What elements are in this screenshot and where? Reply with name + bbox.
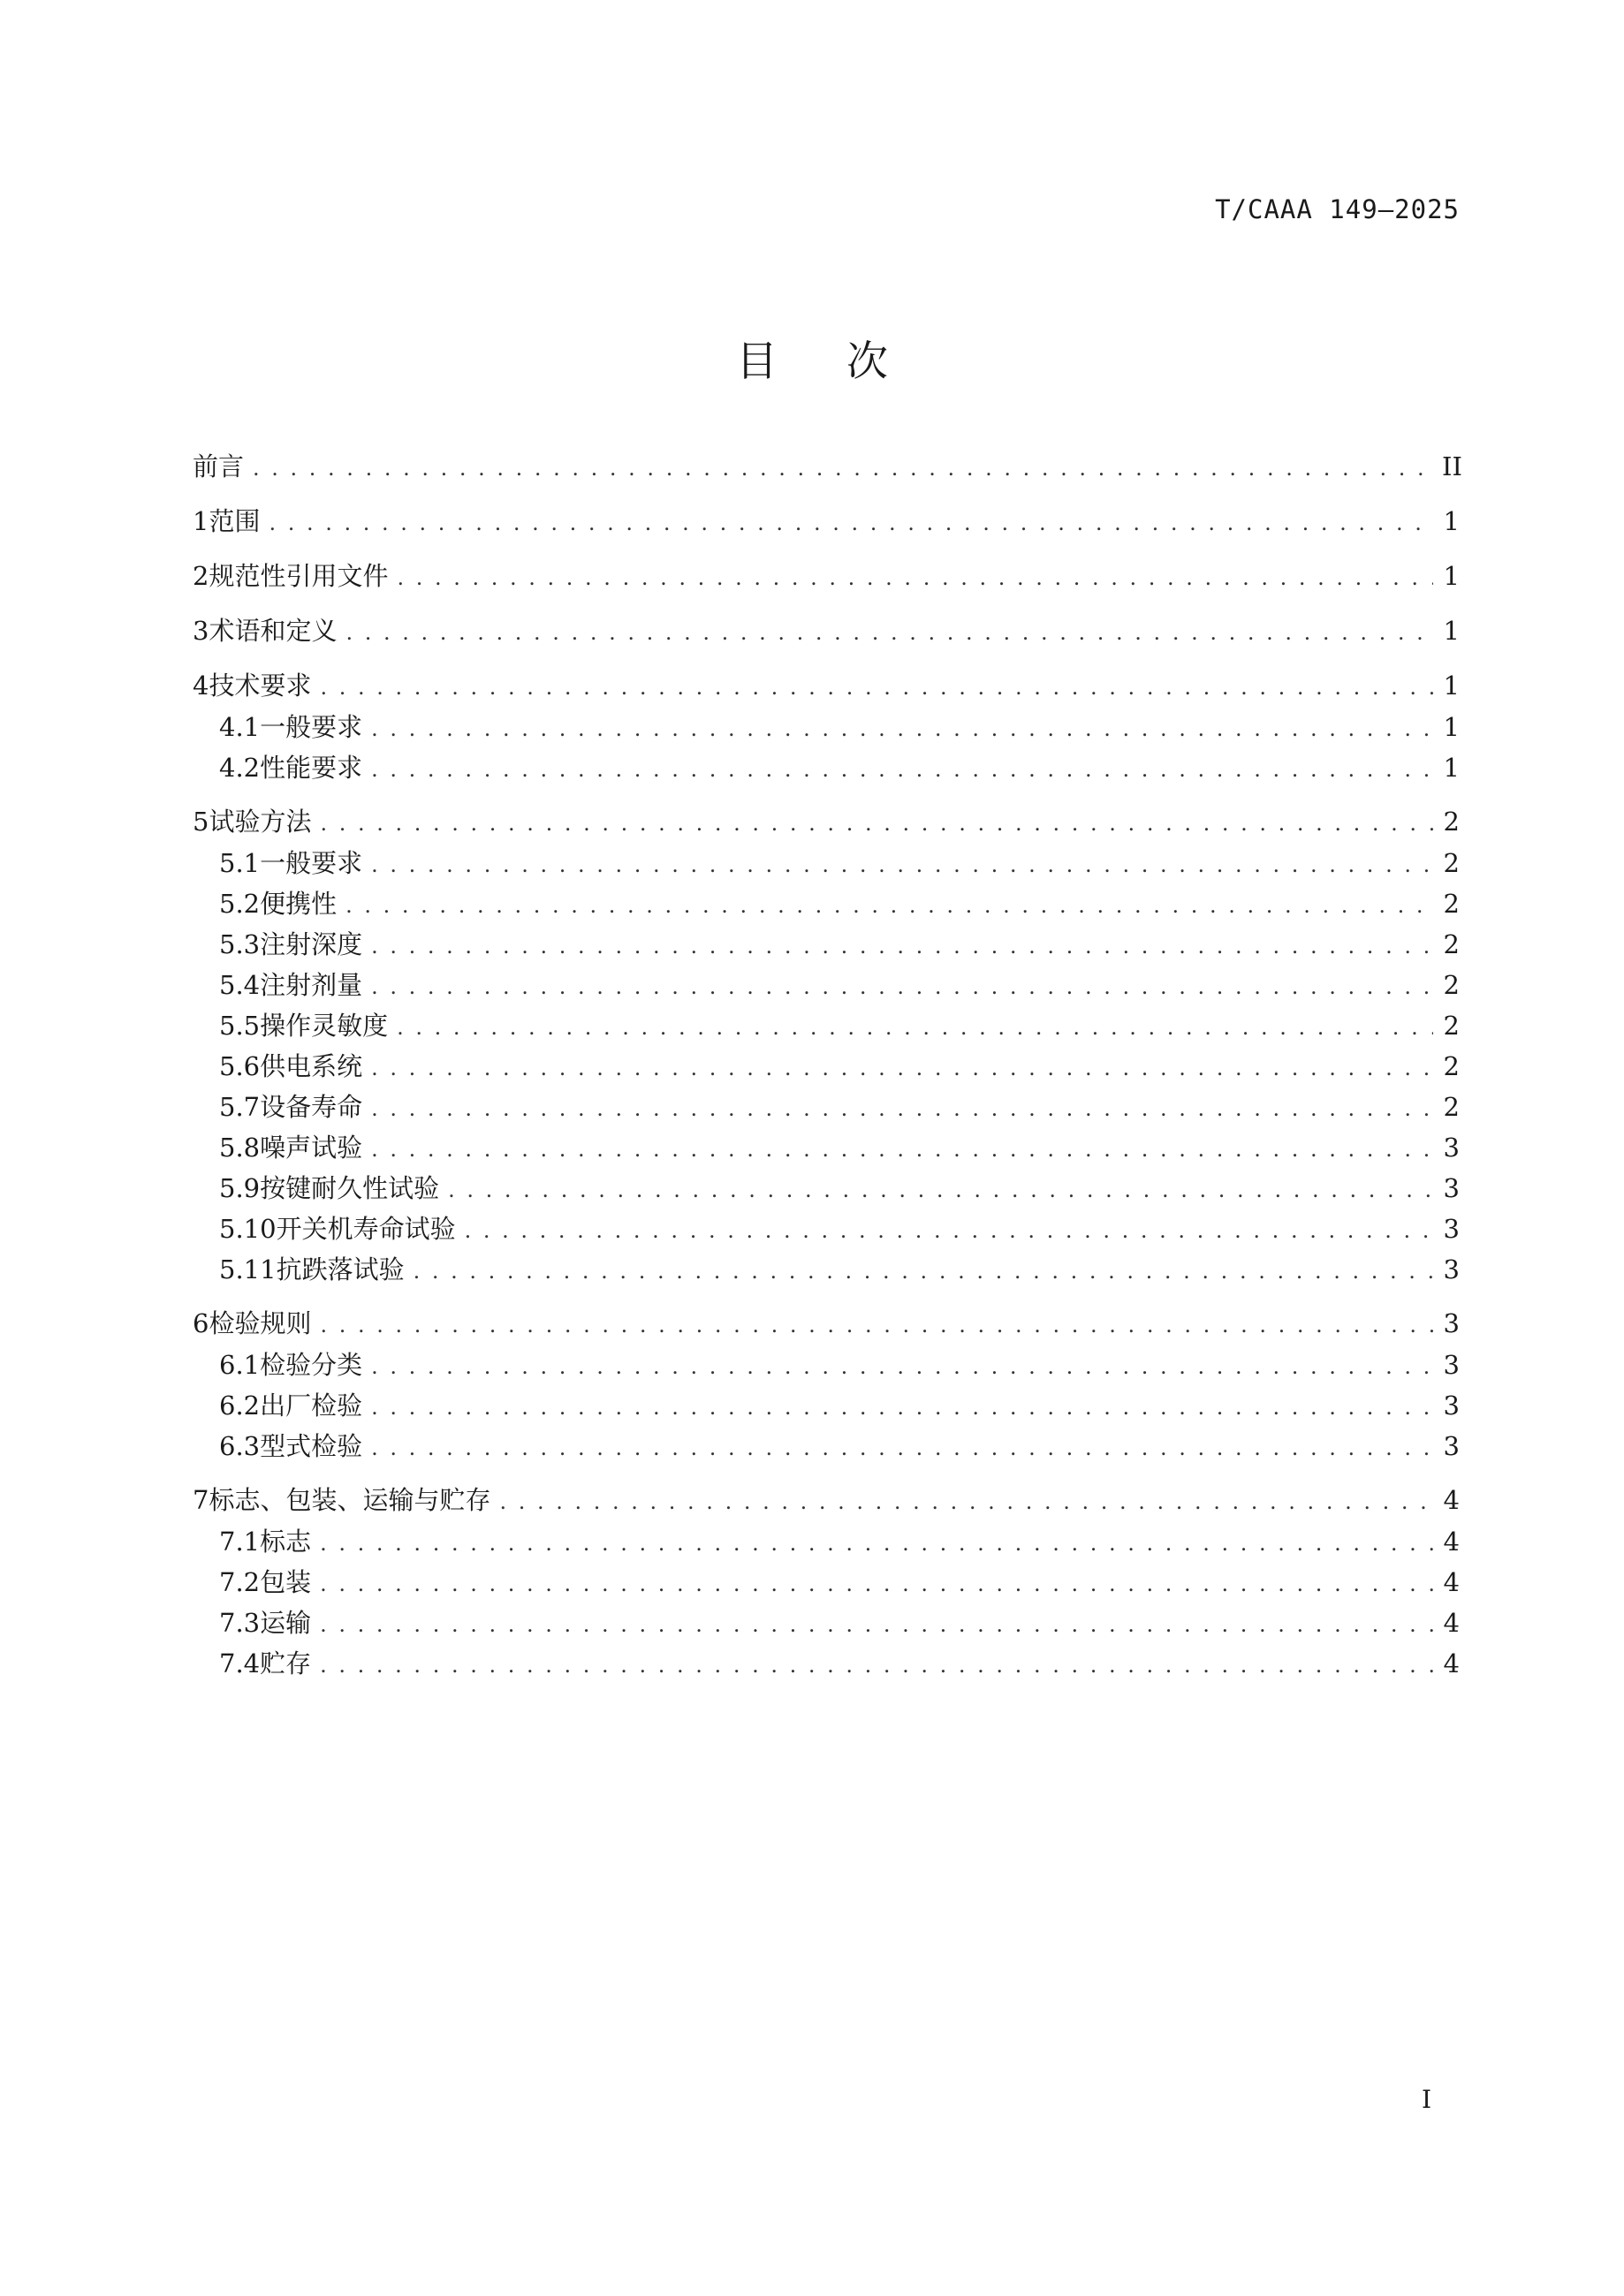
toc-dot-leader: [269, 503, 1433, 543]
toc-dot-leader: [371, 1428, 1433, 1468]
toc-section-entry[interactable]: [193, 1603, 1460, 1643]
toc-dot-leader: [320, 1523, 1433, 1564]
toc-entry-number: 7.1: [219, 1527, 261, 1557]
toc-entry-page: 1: [1443, 506, 1460, 536]
toc-entry-number: 5.5: [219, 1011, 261, 1041]
toc-entry-number: 3: [193, 616, 209, 646]
toc-section-entry[interactable]: [193, 1426, 1460, 1466]
toc-entry-number: 6.1: [219, 1350, 261, 1380]
toc-entry-label: 贮存: [260, 1648, 312, 1678]
toc-entry-number: 5: [193, 807, 209, 837]
toc-entry-number: 2: [193, 561, 209, 591]
toc-entry-number: 5.6: [219, 1051, 261, 1081]
toc-section-entry[interactable]: [193, 1643, 1460, 1684]
toc-section-entry[interactable]: [193, 747, 1460, 788]
toc-dot-leader: [465, 1210, 1433, 1251]
toc-section-entry[interactable]: [193, 965, 1460, 1005]
toc-entry-page: 3: [1443, 1214, 1460, 1244]
toc-section-entry[interactable]: [193, 1005, 1460, 1046]
toc-dot-leader: [371, 1088, 1433, 1129]
toc-entry-label: 型式检验: [260, 1431, 363, 1461]
toc-section-entry[interactable]: [193, 1087, 1460, 1127]
document-code: T/CAAA 149—2025: [1215, 194, 1460, 224]
toc-entry-label: 运输: [260, 1608, 312, 1638]
toc-section-entry[interactable]: [193, 1209, 1460, 1249]
toc-entry-page: 3: [1443, 1431, 1460, 1461]
toc-dot-leader: [320, 1645, 1433, 1686]
toc-dot-leader: [320, 803, 1433, 844]
toc-entry-label: 注射剂量: [260, 970, 363, 1000]
toc-entry-number: 4: [193, 671, 209, 701]
toc-section-entry[interactable]: [193, 883, 1460, 924]
toc-dot-leader: [320, 667, 1433, 708]
toc-section-entry[interactable]: [193, 1046, 1460, 1087]
toc-entry-label: 开关机寿命试验: [276, 1214, 456, 1244]
toc-dot-leader: [371, 709, 1433, 749]
toc-entry-page: 4: [1443, 1527, 1460, 1557]
toc-chapter-entry[interactable]: [193, 1480, 1460, 1521]
toc-entry-label: 标志: [260, 1527, 312, 1557]
toc-entry-number: 5.7: [219, 1092, 261, 1122]
toc-entry-page: 3: [1443, 1350, 1460, 1380]
toc-entry-number: 7: [193, 1485, 209, 1515]
toc-entry-page: 4: [1443, 1567, 1460, 1597]
toc-entry-number: 7.4: [219, 1648, 261, 1678]
toc-entry-number: 5.2: [219, 889, 261, 919]
toc-entry-label: 范围: [209, 506, 261, 536]
toc-entry-page: 1: [1443, 712, 1460, 742]
toc-entry-label: 术语和定义: [209, 616, 338, 646]
toc-section-entry[interactable]: [193, 1385, 1460, 1426]
page-title: 目次: [736, 337, 957, 386]
toc-entry-label: 出厂检验: [260, 1390, 363, 1421]
toc-entry-page: 3: [1443, 1173, 1460, 1203]
toc-entry-label: 操作灵敏度: [260, 1011, 389, 1041]
toc-entry-label: 标志、包装、运输与贮存: [209, 1485, 491, 1515]
toc-entry-page: 4: [1443, 1485, 1460, 1515]
toc-entry-label: 注射深度: [260, 929, 363, 959]
toc-chapter-entry[interactable]: [193, 1303, 1460, 1345]
toc-entry-page: 2: [1443, 1092, 1460, 1122]
toc-section-entry[interactable]: [193, 843, 1460, 883]
toc-entry-number: 6.3: [219, 1431, 261, 1461]
toc-dot-leader: [253, 448, 1433, 489]
toc-entry-page: 3: [1443, 1254, 1460, 1284]
toc-entry-page: 1: [1443, 616, 1460, 646]
toc-dot-leader: [397, 1007, 1433, 1048]
toc-entry-label: 设备寿命: [260, 1092, 363, 1122]
toc-entry-number: 5.10: [219, 1214, 277, 1244]
toc-dot-leader: [371, 926, 1433, 966]
toc-entry-label: 前言: [193, 451, 245, 481]
toc-entry-page: 2: [1443, 1011, 1460, 1041]
toc-entry-label: 性能要求: [260, 753, 363, 783]
toc-entry-page: 2: [1443, 848, 1460, 878]
toc-dot-leader: [345, 612, 1433, 653]
toc-section-entry[interactable]: [193, 1521, 1460, 1562]
toc-chapter-entry[interactable]: [193, 801, 1460, 843]
toc-chapter-entry[interactable]: [193, 610, 1460, 652]
toc-dot-leader: [371, 1129, 1433, 1170]
toc-chapter-entry[interactable]: [193, 501, 1460, 542]
toc-entry-page: 2: [1443, 970, 1460, 1000]
toc-dot-leader: [414, 1251, 1433, 1292]
toc-section-entry[interactable]: [193, 1345, 1460, 1385]
toc-entry-label: 一般要求: [260, 848, 363, 878]
toc-chapter-entry[interactable]: [193, 556, 1460, 597]
toc-entry-label: 一般要求: [260, 712, 363, 742]
toc-entry-number: 7.2: [219, 1567, 261, 1597]
toc-entry-page: 1: [1443, 561, 1460, 591]
toc-dot-leader: [345, 885, 1433, 926]
toc-section-entry[interactable]: [193, 1562, 1460, 1603]
toc-dot-leader: [371, 966, 1433, 1007]
toc-entry-number: 6.2: [219, 1390, 261, 1421]
toc-section-entry[interactable]: [193, 1127, 1460, 1168]
toc-dot-leader: [371, 1346, 1433, 1387]
toc-dot-leader: [320, 1564, 1433, 1604]
toc-entry-page: 3: [1443, 1308, 1460, 1338]
toc-entry-label: 便携性: [260, 889, 338, 919]
toc-entry-number: 7.3: [219, 1608, 261, 1638]
toc-dot-leader: [499, 1481, 1433, 1522]
toc-entry-page: 2: [1443, 1051, 1460, 1081]
toc-entry-label: 包装: [260, 1567, 312, 1597]
toc-entry-number: 5.11: [219, 1254, 277, 1284]
toc-chapter-entry[interactable]: [193, 665, 1460, 707]
toc-dot-leader: [320, 1604, 1433, 1645]
toc-dot-leader: [397, 557, 1433, 598]
toc-dot-leader: [448, 1170, 1433, 1210]
toc-entry-number: 6: [193, 1308, 209, 1338]
toc-entry-page: 3: [1443, 1390, 1460, 1421]
toc-entry-page: 3: [1443, 1133, 1460, 1163]
toc-entry-number: 4.1: [219, 712, 261, 742]
toc-section-entry[interactable]: [193, 1249, 1460, 1290]
toc-entry-number: 5.9: [219, 1173, 261, 1203]
toc-entry-number: 4.2: [219, 753, 261, 783]
page-number: I: [1421, 2085, 1431, 2114]
toc-entry-page: 2: [1443, 889, 1460, 919]
toc-entry-label: 检验分类: [260, 1350, 363, 1380]
toc-dot-leader: [371, 845, 1433, 885]
toc-entry-label: 抗跌落试验: [276, 1254, 405, 1284]
toc-entry-label: 检验规则: [209, 1308, 312, 1338]
toc-entry-page: 4: [1443, 1648, 1460, 1678]
toc-entry-page: 2: [1443, 929, 1460, 959]
toc-entry-page: 1: [1443, 671, 1460, 701]
toc-entry-label: 规范性引用文件: [209, 561, 389, 591]
toc-entry-page: 4: [1443, 1608, 1460, 1638]
toc-dot-leader: [320, 1305, 1433, 1345]
toc-section-entry[interactable]: [193, 924, 1460, 965]
table-of-contents: [193, 446, 1460, 1684]
toc-dot-leader: [371, 749, 1433, 790]
toc-chapter-entry[interactable]: [193, 446, 1460, 488]
toc-entry-number: 5.8: [219, 1133, 261, 1163]
toc-entry-label: 按键耐久性试验: [260, 1173, 440, 1203]
toc-dot-leader: [371, 1048, 1433, 1088]
toc-entry-number: 1: [193, 506, 209, 536]
toc-entry-number: 5.1: [219, 848, 261, 878]
toc-dot-leader: [371, 1387, 1433, 1428]
toc-entry-number: 5.3: [219, 929, 261, 959]
toc-entry-label: 技术要求: [209, 671, 312, 701]
toc-section-entry[interactable]: [193, 707, 1460, 747]
toc-section-entry[interactable]: [193, 1168, 1460, 1209]
toc-entry-number: 5.4: [219, 970, 261, 1000]
toc-entry-label: 供电系统: [260, 1051, 363, 1081]
toc-entry-page: 2: [1443, 807, 1460, 837]
toc-entry-label: 试验方法: [209, 807, 312, 837]
toc-entry-page: II: [1442, 451, 1462, 481]
toc-entry-label: 噪声试验: [260, 1133, 363, 1163]
toc-entry-page: 1: [1443, 753, 1460, 783]
